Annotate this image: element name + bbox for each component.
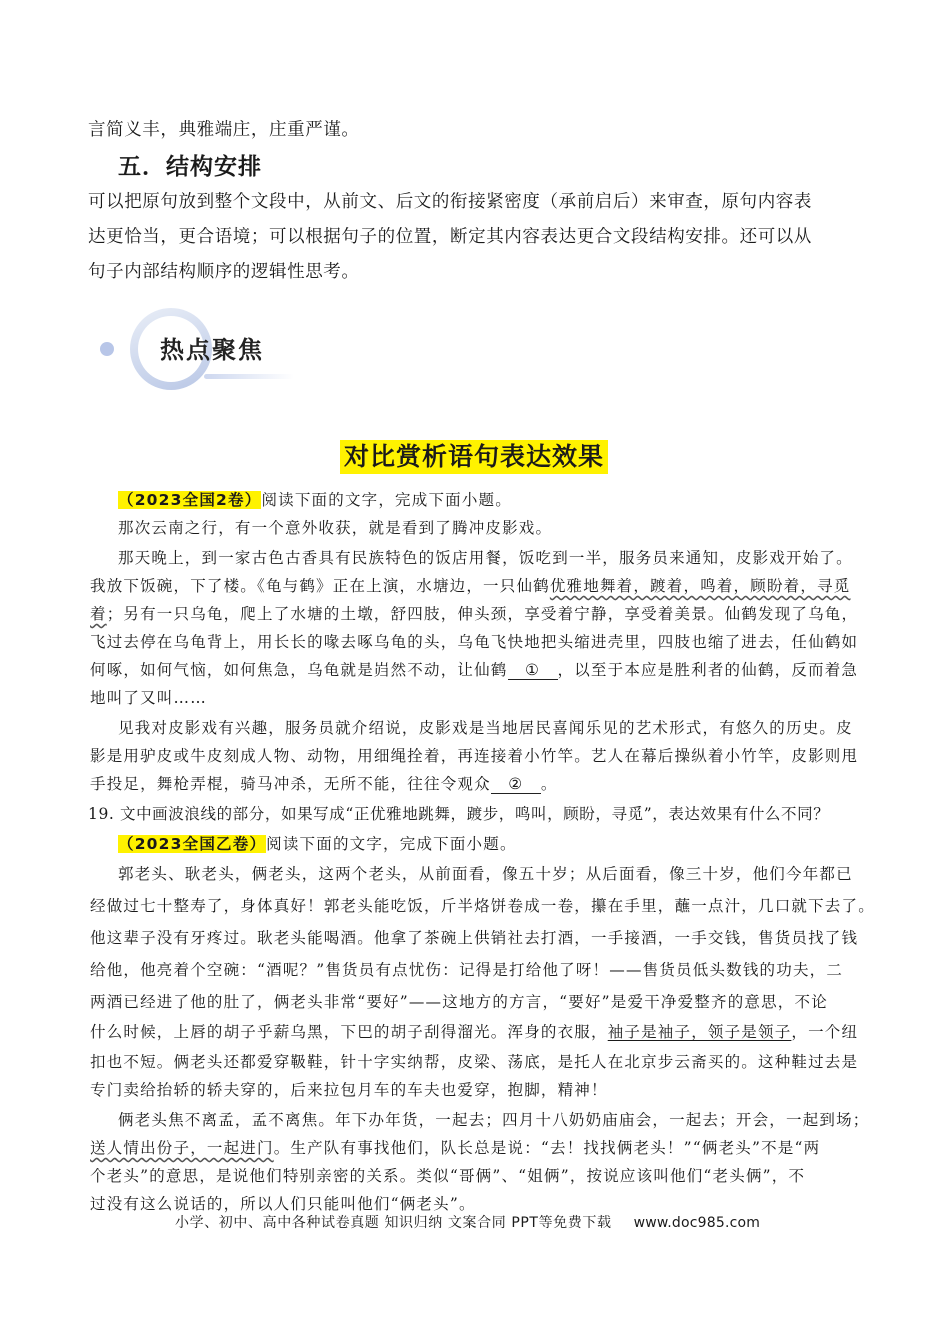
q2-p1-line-7: 扣也不短。俩老头还都爱穿靸鞋，针十字实纳帮，皮梁、荡底，是托人在北京步云斋买的。这种鞋过去是 [90,1053,859,1071]
question-19: 19. 文中画波浪线的部分，如果写成“正优雅地跳舞，踱步，鸣叫，顾盼，寻觅”，表达效果有什么不同？ [88,805,830,823]
q2-p1-line-2: 经做过七十整寿了，身体真好！郭老头能吃饭，斤半烙饼卷成一卷，攥在手里，蘸一点汁，几口就下去了。 [90,897,875,915]
section-line-3: 句子内部结构顺序的逻辑性思考。 [88,262,360,282]
q1-p2-line-4: 飞过去停在乌龟背上，用长长的喙去啄乌龟的头，乌龟飞快地把头缩进壳里，四肢也缩了进去，任仙鹤如 [90,633,859,651]
q2-p2-line-2: 送人情出份子，一起进门。生产队有事找他们，队长总是说：“去！找找俩老头！”“俩老头”不是“两 [90,1139,821,1157]
badge-bar-decoration [204,374,294,379]
intro-line: 言简义丰，典雅端庄，庄重严谨。 [88,120,360,140]
q1-source-badge: （2023全国2卷） [118,491,262,509]
hotspot-badge [100,300,300,400]
q1-p2-line-2: 我放下饭碗，下了楼。《龟与鹤》正在上演，水塘边，一只仙鹤优雅地舞着，踱着，鸣着，顾盼着，寻觅 [90,577,851,595]
q2-p1-line-1: 郭老头、耿老头，俩老头，这两个老头，从前面看，像五十岁；从后面看，像三十岁，他们今年都已 [118,865,853,883]
badge-label: 热点聚焦 [160,336,264,364]
topic-title: 对比赏析语句表达效果 [340,440,608,474]
q2-instruction: 阅读下面的文字，完成下面小题。 [266,835,517,853]
badge-dot-decoration [100,342,114,356]
underlined-text: 袖子是袖子，领子是领子 [607,1023,792,1041]
wavy-underlined-text: 优雅地舞着，踱着，鸣着，顾盼着，寻觅 [549,577,851,595]
q2-header [118,832,517,854]
fill-blank-2: ② [491,775,541,794]
wavy-underlined-text: 着 [90,605,107,623]
q1-p3-line-3: 手投足，舞枪弄棍，骑马冲杀，无所不能，往往令观众 ② 。 [90,775,558,793]
q1-p2-line-6: 地叫了又叫…… [90,689,207,707]
q1-paragraph-1: 那次云南之行，有一个意外收获，就是看到了腾冲皮影戏。 [118,519,553,537]
section-line-1: 可以把原句放到整个文段中，从前文、后文的衔接紧密度（承前启后）来审查，原句内容表 [88,192,812,212]
q1-p3-line-1: 见我对皮影戏有兴趣，服务员就介绍说，皮影戏是当地居民喜闻乐见的艺术形式，有悠久的历史。皮 [118,719,853,737]
wavy-underlined-text: 送人情出份子，一起进门 [90,1139,274,1157]
q1-instruction: 阅读下面的文字，完成下面小题。 [261,491,512,509]
section-heading: 五．结构安排 [118,154,262,180]
q2-p1-line-6: 什么时候，上唇的胡子乎薪乌黑，下巴的胡子刮得溜光。浑身的衣服，袖子是袖子，领子是领子，一个纽 [90,1023,859,1041]
q1-p2-line-1: 那天晚上，到一家古色古香具有民族特色的饭店用餐，饭吃到一半，服务员来通知，皮影戏开始了。 [118,549,853,567]
section-line-2: 达更恰当，更合语境；可以根据句子的位置，断定其内容表达更合文段结构安排。还可以从 [88,227,812,247]
q2-p1-line-5: 两酒已经进了他的肚了，俩老头非常“要好”——这地方的方言，“要好”是爱干净爱整齐的意思，不论 [90,993,828,1011]
q2-p2-line-3: 个老头”的意思，是说他们特别亲密的关系。类似“哥俩”、“姐俩”，按说应该叫他们“老头俩”，不 [90,1167,806,1185]
q1-p2-line-3: 着；另有一只乌龟，爬上了水塘的土墩，舒四肢，伸头颈，享受着宁静，享受着美景。仙鹤发现了乌龟， [90,605,859,623]
q2-p2-line-1: 俩老头焦不离孟，孟不离焦。年下办年货，一起去；四月十八奶奶庙庙会，一起去；开会，一起到场； [118,1111,870,1129]
fill-blank-1: ① [508,661,558,680]
q2-p2-line-4: 过没有这么说话的，所以人们只能叫他们“俩老头”。 [90,1195,476,1213]
footer-text: 小学、初中、高中各种试卷真题 知识归纳 文案合同 PPT等免费下载 [175,1215,612,1231]
q2-p1-line-8: 专门卖给抬轿的轿夫穿的，后来拉包月车的车夫也爱穿，抱脚，精神！ [90,1081,608,1099]
q2-source-badge: （2023全国乙卷） [118,835,267,853]
q2-p1-line-4: 给他，他亮着个空碗：“酒呢？”售货员有点忧伤：记得是打给他了呀！——售货员低头数钱的功夫，二 [90,961,844,979]
q1-header [118,488,512,510]
q2-p1-line-3: 他这辈子没有牙疼过。耿老头能喝酒。他拿了茶碗上供销社去打酒，一手接酒，一手交钱，售货员找了钱 [90,929,859,947]
q1-p2-line-5: 何啄，如何气恼，如何焦急，乌龟就是岿然不动，让仙鹤 ① ，以至于本应是胜利者的仙鹤，反而着急 [90,661,859,679]
footer-url[interactable]: www.doc985.com [633,1215,761,1231]
q1-p3-line-2: 影是用驴皮或牛皮刻成人物、动物，用细绳拴着，再连接着小竹竿。艺人在幕后操纵着小竹竿，皮影则甩 [90,747,859,765]
page-footer [175,1212,760,1232]
